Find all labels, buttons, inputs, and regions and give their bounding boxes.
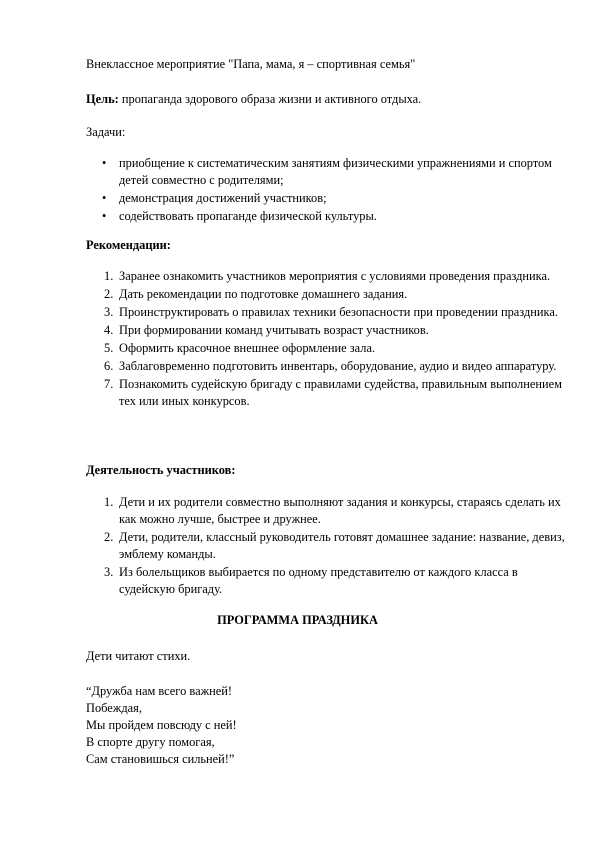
list-item: 1. Заранее ознакомить участников мероприятия с условиями проведения праздника. — [104, 269, 551, 283]
list-item: • содействовать пропаганде физической культуры. — [102, 209, 377, 223]
list-item: 7. Познакомить судейскую бригаду с правилами судейства, правильным выполнением тех или иных конкурсов. — [104, 377, 562, 408]
poem-line: В спорте другу помогая, — [86, 735, 215, 749]
tasks-list — [86, 155, 566, 226]
poem-line: “Дружба нам всего важней! — [86, 684, 233, 698]
goal-paragraph — [86, 91, 566, 108]
list-item: 2. Дать рекомендации по подготовке домашнего задания. — [104, 287, 408, 301]
kids-read-line: Дети читают стихи. — [86, 649, 191, 663]
document-title: Внеклассное мероприятие "Папа, мама, я – спортивная семья" — [86, 57, 416, 71]
goal-text: пропаганда здорового образа жизни и активного отдыха. — [118, 92, 422, 106]
tasks-heading: Задачи: — [86, 125, 126, 139]
program-heading: ПРОГРАММА ПРАЗДНИКА — [217, 613, 378, 627]
bullet-icon: • — [102, 209, 107, 223]
recommendations-heading: Рекомендации: — [86, 238, 171, 252]
list-item: 4. При формировании команд учитывать возраст участников. — [104, 323, 429, 337]
poem — [86, 683, 566, 768]
poem-line: Сам становишься сильней!” — [86, 752, 235, 766]
list-item: • приобщение к систематическим занятиям физическими упражнениями и спортом детей совместно с родителями; — [102, 156, 552, 187]
list-item: 6. Заблаговременно подготовить инвентарь, оборудование, аудио и видео аппаратуру. — [104, 359, 557, 373]
activities-heading: Деятельность участников: — [86, 463, 236, 477]
list-item: 3. Проинструктировать о правилах техники безопасности при проведении праздника. — [104, 305, 558, 319]
list-item: 3. Из болельщиков выбирается по одному представителю от каждого класса в судейскую бригаду. — [104, 565, 518, 596]
bullet-icon: • — [102, 191, 107, 205]
poem-line: Мы пройдем повсюду с ней! — [86, 718, 237, 732]
list-item: 5. Оформить красочное внешнее оформление зала. — [104, 341, 376, 355]
list-item: 1. Дети и их родители совместно выполняют задания и конкурсы, стараясь сделать их как можно лучше, быстрее и дружнее. — [104, 495, 561, 526]
activities-list — [86, 494, 566, 599]
goal-label: Цель: — [86, 92, 119, 106]
poem-line: Побеждая, — [86, 701, 142, 715]
list-item: 2. Дети, родители, классный руководитель готовят домашнее задание: название, девиз, эмблему команды. — [104, 530, 565, 561]
recommendations-list — [86, 268, 566, 411]
bullet-icon: • — [102, 156, 107, 170]
list-item: • демонстрация достижений участников; — [102, 191, 327, 205]
